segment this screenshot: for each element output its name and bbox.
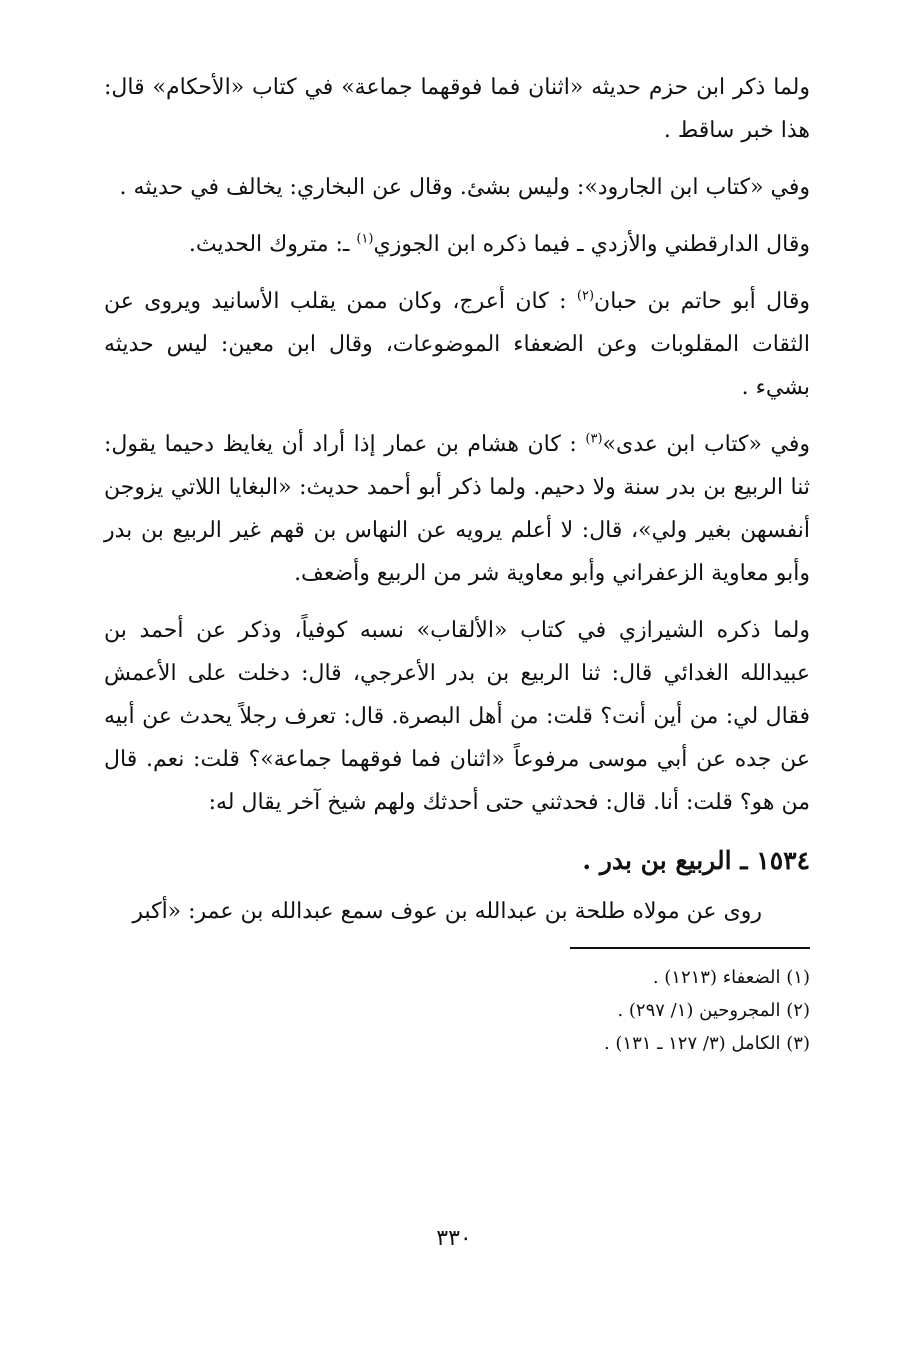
footnote-ref-1: (١)	[356, 231, 374, 247]
paragraph-1: ولما ذكر ابن حزم حديثه «اثنان فما فوقهما جماعة» في كتاب «الأحكام» قال: هذا خبر ساقط .	[104, 75, 810, 143]
footnote-divider	[570, 947, 810, 949]
paragraph-3-tail: ـ: متروك الحديث.	[188, 232, 350, 257]
paragraph-4-text: وقال أبو حاتم بن حبان	[594, 289, 811, 314]
paragraph-4-tail: : كان أعرج، وكان ممن يقلب الأسانيد ويروى عن الثقات المقلوبات وعن الضعفاء الموضوعات، وقال ابن معين: ليس حديثه بشيء .	[104, 289, 810, 400]
entry-heading: ١٥٣٤ ـ الربيع بن بدر .	[582, 846, 810, 875]
paragraph-4	[104, 280, 810, 409]
paragraph-5	[104, 423, 810, 595]
footnotes	[104, 961, 810, 1060]
footnote-ref-2: (٢)	[576, 288, 595, 304]
entry-text: روى عن مولاه طلحة بن عبدالله بن عوف سمع عبدالله بن عمر: «أكبر	[132, 899, 762, 924]
paragraph-5-text: وفي «كتاب ابن عدى»	[602, 432, 811, 457]
page-number: ٣٣٠	[436, 1226, 472, 1251]
paragraph-3	[104, 223, 810, 266]
paragraph-6: ولما ذكره الشيرازي في كتاب «الألقاب» نسبه كوفياً، وذكر عن أحمد بن عبيدالله الغدائي قال: ثنا الربيع بن بدر الأعرجي، قال: دخلت على الأعمش فقال لي: من أين أنت؟ قلت: من أهل البصرة. قال: تعرف رجلاً يحدث عن أبيه عن جده عن أبي موسى مرفوعاً «اثنان فما فوقهما جماعة»؟ قلت: نعم. قال من هو؟ قلت: أنا. قال: فحدثني حتى أحدثك ولهم شيخ آخر يقال له:	[104, 618, 810, 815]
page-body	[104, 66, 810, 1060]
paragraph-5-tail: : كان هشام بن عمار إذا أراد أن يغايظ دحيما يقول: ثنا الربيع بن بدر سنة ولا دحيم. ولما ذكر أبو أحمد حديث: «البغايا اللاتي يزوجن أنفسهن بغير ولي»، قال: لا أعلم يرويه عن النهاس بن قهم غير الربيع بن بدر وأبو معاوية الزعفراني وأبو معاوية شر من الربيع وأضعف.	[104, 432, 810, 586]
footnote-1: (١) الضعفاء (١٢١٣) .	[652, 967, 810, 988]
footnote-2: (٢) المجروحين (١/ ٢٩٧) .	[617, 1000, 810, 1021]
footnote-ref-3: (٣)	[585, 431, 603, 447]
footnote-3: (٣) الكامل (٣/ ١٢٧ ـ ١٣١) .	[603, 1033, 810, 1054]
paragraph-2: وفي «كتاب ابن الجارود»: وليس بشئ. وقال عن البخاري: يخالف في حديثه .	[119, 175, 810, 200]
paragraph-3-text: وقال الدارقطني والأزدي ـ فيما ذكره ابن الجوزي	[373, 232, 810, 257]
